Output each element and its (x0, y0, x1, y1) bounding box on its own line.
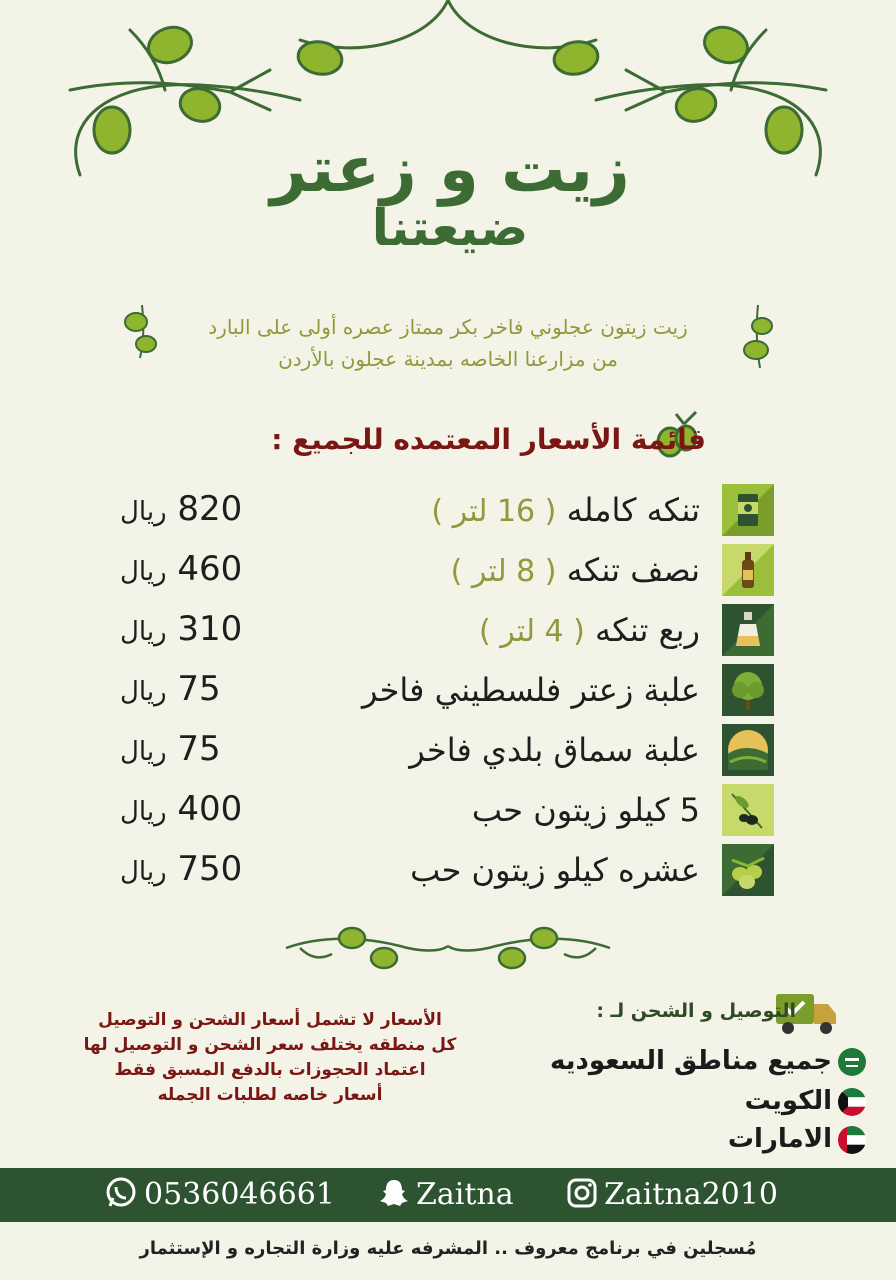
item-price: 75 (177, 669, 221, 709)
item-name: 5 كيلو زيتون حب (471, 791, 700, 829)
oil-jar-icon (722, 604, 774, 656)
saudi-flag-icon (838, 1048, 866, 1076)
item-volume: ( 8 لتر ) (450, 554, 557, 589)
price-item (100, 782, 780, 838)
item-price: 75 (177, 729, 221, 769)
item-price: 310 (177, 609, 243, 649)
contact-bar (0, 1168, 896, 1222)
region-name: جميع مناطق السعوديه (549, 1046, 832, 1076)
olive-divider-icon (280, 918, 616, 974)
currency-label: ريال (120, 497, 167, 527)
price-item (100, 482, 780, 538)
currency-label: ريال (120, 557, 167, 587)
note-line: اعتماد الحجوزات بالدفع المسبق فقط (114, 1060, 426, 1080)
olives-bowl-icon (722, 844, 774, 896)
currency-label: ريال (120, 797, 167, 827)
oil-bottle-icon (722, 544, 774, 596)
price-item (100, 542, 780, 598)
intro-line-2: من مزارعنا الخاصه بمدينة عجلون بالأردن (278, 347, 618, 371)
item-name: نصف تنكه (566, 551, 700, 589)
notes-block (60, 1008, 480, 1108)
item-price: 820 (177, 489, 243, 529)
delivery-title: التوصيل و الشحن لـ : (596, 1000, 796, 1022)
note-line: كل منطقه يختلف سعر الشحن و التوصيل لها (83, 1035, 457, 1055)
snapchat-handle: Zaitna (416, 1177, 514, 1212)
price-item (100, 842, 780, 898)
whatsapp-number: 0536046661 (144, 1177, 335, 1212)
thyme-tree-icon (722, 664, 774, 716)
uae-flag-icon (838, 1126, 866, 1154)
olive-branch-icon (722, 784, 774, 836)
whatsapp-contact[interactable] (104, 1168, 335, 1222)
olive-oil-can-icon (722, 484, 774, 536)
page-title: زيت و زعتر (270, 133, 630, 207)
olive-sprig-icon (122, 300, 162, 360)
currency-label: ريال (120, 617, 167, 647)
currency-label: ريال (120, 857, 167, 887)
region-name: الامارات (727, 1124, 832, 1154)
intro-line-1: زيت زيتون عجلوني فاخر بكر ممتاز عصره أولى على البارد (208, 315, 688, 339)
item-price: 460 (177, 549, 243, 589)
instagram-contact[interactable] (566, 1168, 778, 1222)
olive-sprig-icon (738, 300, 778, 370)
price-item (100, 602, 780, 658)
item-name: عشره كيلو زيتون حب (410, 851, 700, 889)
snapchat-icon (378, 1177, 410, 1209)
currency-label: ريال (120, 737, 167, 767)
note-line: الأسعار لا تشمل أسعار الشحن و التوصيل (98, 1010, 442, 1030)
delivery-region (745, 1083, 866, 1119)
instagram-icon (566, 1177, 598, 1209)
item-price: 750 (177, 849, 243, 889)
item-name: تنكه كامله (566, 491, 700, 529)
footer-note: مُسجلين في برنامج معروف .. المشرفه عليه وزارة التجاره و الإستثمار (139, 1238, 757, 1259)
item-name: علبة زعتر فلسطيني فاخر (361, 671, 700, 709)
sumac-field-icon (722, 724, 774, 776)
currency-label: ريال (120, 677, 167, 707)
item-price: 400 (177, 789, 243, 829)
item-volume: ( 4 لتر ) (479, 614, 585, 649)
delivery-region (550, 1043, 866, 1079)
page-subtitle: ضيعتنا (371, 199, 529, 257)
item-name: علبة سماق بلدي فاخر (409, 731, 700, 769)
delivery-region (728, 1121, 866, 1157)
snapchat-contact[interactable] (378, 1168, 514, 1222)
kuwait-flag-icon (838, 1088, 866, 1116)
region-name: الكويت (744, 1086, 832, 1116)
price-item (100, 662, 780, 718)
price-list-title: قائمة الأسعار المعتمده للجميع : (271, 423, 706, 456)
whatsapp-icon (104, 1176, 138, 1210)
price-item (100, 722, 780, 778)
item-volume: ( 16 لتر ) (431, 494, 557, 529)
item-name: ربع تنكه (595, 611, 700, 649)
instagram-handle: Zaitna2010 (604, 1177, 778, 1212)
note-line: أسعار خاصه لطلبات الجمله (157, 1085, 383, 1105)
